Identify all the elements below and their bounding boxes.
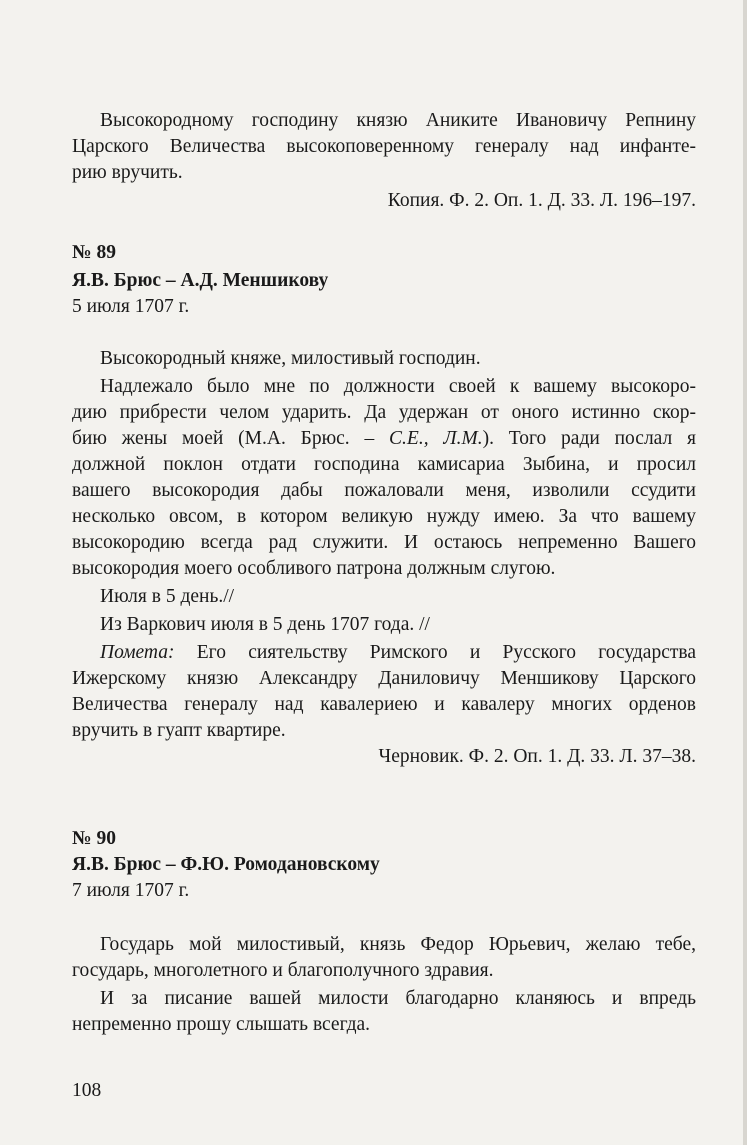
source-reference: Копия. Ф. 2. Оп. 1. Д. 33. Л. 196–197.: [387, 190, 696, 211]
document-date: 5 июля 1707 г.: [72, 296, 190, 317]
note-line: [72, 640, 696, 666]
letter-line: высокородию всегда рад служити. И остаюсь непременно Вашего: [72, 532, 696, 553]
letter-line: государь, многолетного и благополучного здравия.: [72, 960, 494, 981]
note-label: Помета:: [100, 642, 175, 663]
letter-line: высокородия моего особливого патрона должным слугою.: [72, 558, 556, 579]
address-line-3: рию вручить.: [72, 162, 183, 183]
letter-line: Надлежало было мне по должности своей к вашему высокоро-: [100, 376, 696, 397]
address-line-2: Царского Величества высокоповеренному генералу над инфанте-: [72, 136, 696, 157]
letter-line: Государь мой милостивый, князь Федор Юрьевич, желаю тебе,: [100, 934, 696, 955]
note-line: Величества генералу над кавалериею и кавалеру многих орденов: [72, 694, 696, 715]
document-title: Я.В. Брюс – А.Д. Меншикову: [72, 270, 329, 291]
letter-line: несколько овсом, в котором великую нужду имею. За что вашему: [72, 506, 696, 527]
note-line: Ижерскому князю Александру Даниловичу Меншикову Царского: [72, 668, 696, 689]
letter-line: И за писание вашей милости благодарно кланяюсь и впредь: [100, 988, 696, 1009]
letter-text: бию жены моей (М.А. Брюс. –: [72, 428, 390, 449]
letter-text: ). Того ради послал я: [482, 428, 697, 449]
note-line: вручить в гуапт квартире.: [72, 720, 286, 741]
letter-line: должной поклон отдати господина камисариа Зыбина, и просил: [72, 454, 696, 475]
letter-greeting: Высокородный княже, милостивый господин.: [100, 348, 481, 369]
letter-line: непременно прошу слышать всегда.: [72, 1014, 371, 1035]
note-text: Его сиятельству Римского и Русского государства: [174, 642, 696, 663]
letter-date-line: Июля в 5 день.//: [100, 586, 235, 607]
document-number: № 90: [72, 828, 116, 849]
source-reference: Черновик. Ф. 2. Оп. 1. Д. 33. Л. 37–38.: [378, 746, 696, 767]
letter-line: [72, 426, 696, 452]
letter-place-line: Из Варкович июля в 5 день 1707 года. //: [100, 614, 430, 635]
letter-line: дию прибрести челом ударить. Да удержан от оного истинно скор-: [72, 402, 696, 423]
page-number: 108: [72, 1080, 102, 1101]
document-title: Я.В. Брюс – Ф.Ю. Ромодановскому: [72, 854, 380, 875]
editor-initials: С.Е., Л.М.: [389, 428, 483, 449]
document-date: 7 июля 1707 г.: [72, 880, 190, 901]
address-line-1: Высокородному господину князю Аниките Ивановичу Репнину: [100, 110, 696, 131]
letter-line: вашего высокородия дабы пожаловали меня, изволили ссудити: [72, 480, 696, 501]
page-edge: [743, 0, 747, 1145]
document-number: № 89: [72, 242, 116, 263]
